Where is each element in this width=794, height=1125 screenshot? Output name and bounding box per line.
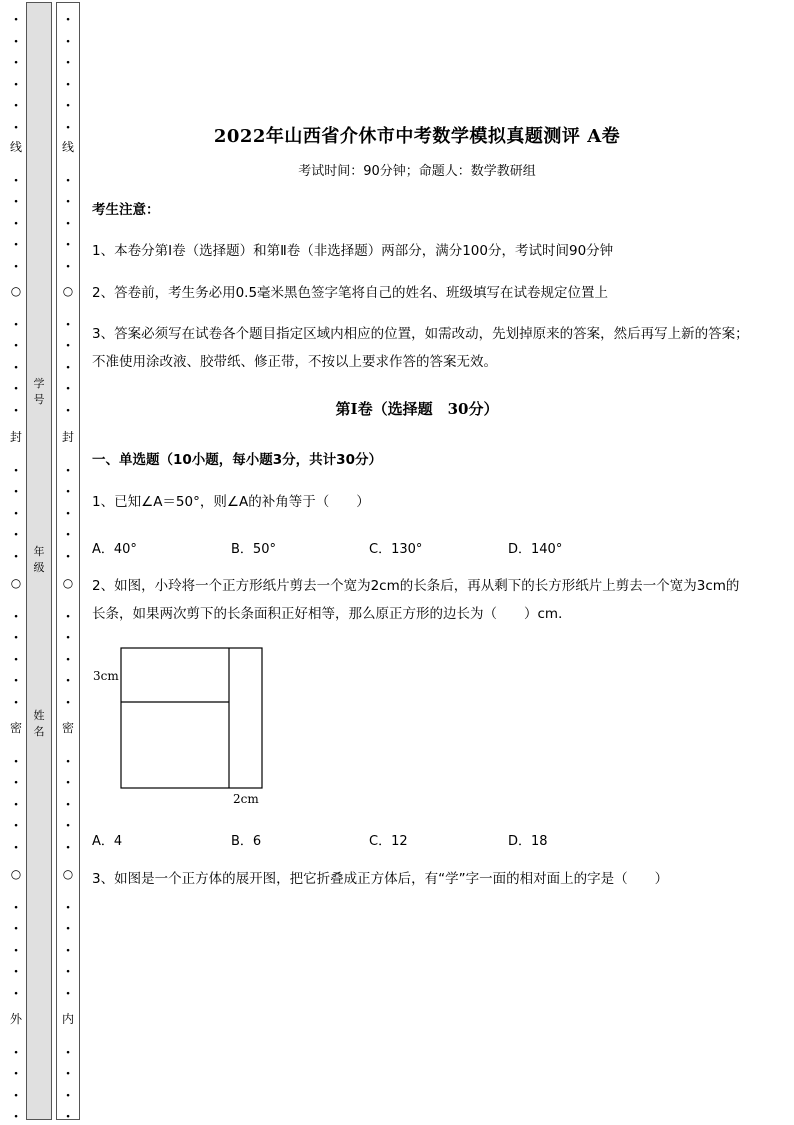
seal-dot: ·: [65, 1109, 71, 1125]
seal-dot: ·: [13, 548, 19, 565]
seal-dot: ·: [65, 964, 71, 980]
seal-dot: ·: [13, 215, 19, 232]
seal-dot: ·: [13, 964, 19, 980]
seal-line-char: ○: [10, 284, 22, 298]
seal-dot: ·: [65, 215, 71, 232]
seal-dot: ·: [65, 55, 71, 71]
seal-dot: ·: [13, 76, 19, 93]
seal-line-char: ○: [62, 576, 74, 590]
seal-dot: ·: [13, 1066, 19, 1082]
seal-dot: ·: [65, 921, 71, 937]
seal-dot: ·: [65, 505, 71, 522]
seal-dot: ·: [65, 338, 71, 354]
seal-dot: ·: [65, 381, 71, 397]
seal-dot: ·: [65, 402, 71, 419]
question-1: 1、已知∠A＝50°，则∠A的补角等于（ ）: [92, 494, 370, 510]
seal-dot: ·: [65, 484, 71, 500]
section-title: 第I卷（选择题 30分）: [335, 400, 499, 418]
seal-dot: ·: [65, 316, 71, 333]
seal-dot: ·: [13, 985, 19, 1002]
square-cut-figure: [92, 640, 282, 810]
part-heading: 一、单选题（10小题，每小题3分，共计30分）: [92, 452, 382, 468]
seal-line-char: ○: [62, 284, 74, 298]
seal-dot: ·: [65, 796, 71, 813]
seal-dot: ·: [13, 33, 19, 50]
seal-dot: ·: [13, 258, 19, 275]
option-b[interactable]: B．50°: [231, 542, 276, 557]
seal-dot: ·: [13, 237, 19, 253]
seal-dot: ·: [13, 899, 19, 916]
seal-dot: ·: [13, 673, 19, 689]
seal-dot: ·: [13, 839, 19, 856]
question-3: 3、如图是一个正方体的展开图，把它折叠成正方体后，有“学”字一面的相对面上的字是（ ）: [92, 871, 669, 887]
seal-dot: ·: [13, 818, 19, 834]
seal-dot: ·: [65, 172, 71, 189]
seal-dot: ·: [65, 818, 71, 834]
seal-dot: ·: [65, 12, 71, 28]
seal-dot: ·: [65, 694, 71, 711]
seal-dot: ·: [13, 359, 19, 376]
seal-dot: ·: [65, 33, 71, 50]
seal-dot: ·: [65, 630, 71, 646]
seal-dot: ·: [65, 899, 71, 916]
seal-line-char: 封: [61, 430, 74, 444]
seal-line-char: 线: [9, 140, 22, 154]
seal-dot: ·: [65, 1066, 71, 1082]
option-b[interactable]: B．6: [231, 834, 262, 849]
grade-label: 年级: [33, 545, 45, 574]
seal-dot: ·: [13, 921, 19, 937]
seal-line-char: 封: [9, 430, 22, 444]
seal-dot: ·: [13, 942, 19, 959]
seal-line-char: 密: [9, 721, 22, 735]
seal-dot: ·: [13, 462, 19, 479]
seal-dot: ·: [13, 172, 19, 189]
seal-dot: ·: [13, 55, 19, 71]
seal-dot: ·: [65, 548, 71, 565]
seal-dot: ·: [65, 98, 71, 114]
seal-dot: ·: [13, 1087, 19, 1104]
seal-dot: ·: [13, 1109, 19, 1125]
seal-dot: ·: [13, 12, 19, 28]
option-d[interactable]: D．140°: [508, 542, 563, 557]
seal-dot: ·: [13, 1044, 19, 1061]
exam-title: 2022年山西省介休市中考数学模拟真题测评 A卷: [213, 126, 621, 147]
seal-dot: ·: [13, 630, 19, 646]
seal-line-char: ○: [62, 867, 74, 881]
seal-dot: ·: [65, 462, 71, 479]
seal-dot: ·: [13, 694, 19, 711]
seal-dot: ·: [65, 753, 71, 770]
seal-dot: ·: [65, 1087, 71, 1104]
exam-subtitle: 考试时间：90分钟；命题人：数学教研组: [298, 164, 536, 179]
option-d[interactable]: D．18: [508, 834, 548, 849]
seal-dot: ·: [13, 98, 19, 114]
seal-line-char: 内: [61, 1012, 74, 1026]
name-label: 姓名: [33, 709, 45, 738]
seal-dot: ·: [13, 402, 19, 419]
notice-item-3: 3、答案必须写在试卷各个题目指定区域内相应的位置，如需改动，先划掉原来的答案，然后再写上新的答案；不准使用涂改液、胶带纸、修正带，不按以上要求作答的答案无效。: [92, 326, 749, 370]
seal-dot: ·: [65, 651, 71, 668]
seal-dot: ·: [13, 608, 19, 625]
seal-line-char: ○: [10, 576, 22, 590]
seal-dot: ·: [65, 608, 71, 625]
seal-dot: ·: [65, 839, 71, 856]
seal-dot: ·: [13, 775, 19, 791]
outer-seal-line: [9, 0, 23, 1123]
question-2: 2、如图，小玲将一个正方形纸片剪去一个宽为2cm的长条后，再从剩下的长方形纸片上剪去一个宽为3cm的长条，如果两次剪下的长条面积正好相等，那么原正方形的边长为（ ）cm．: [92, 578, 740, 622]
seal-dot: ·: [65, 985, 71, 1002]
student-id-label: 学号: [33, 377, 45, 406]
seal-dot: ·: [13, 796, 19, 813]
notice-item-2: 2、答卷前，考生务必用0.5毫米黑色签字笔将自己的姓名、班级填写在试卷规定位置上: [92, 285, 609, 301]
seal-dot: ·: [13, 484, 19, 500]
seal-dot: ·: [13, 338, 19, 354]
seal-dot: ·: [13, 505, 19, 522]
seal-dot: ·: [65, 775, 71, 791]
option-c[interactable]: C．130°: [369, 542, 423, 557]
square-diagram: [92, 640, 282, 810]
seal-line-char: ○: [10, 867, 22, 881]
notice-heading: 考生注意：: [92, 202, 160, 218]
seal-dot: ·: [13, 651, 19, 668]
option-c[interactable]: C．12: [369, 834, 408, 849]
seal-dot: ·: [65, 673, 71, 689]
seal-line-char: 外: [9, 1012, 22, 1026]
seal-dot: ·: [65, 258, 71, 275]
seal-dot: ·: [65, 237, 71, 253]
seal-dot: ·: [65, 942, 71, 959]
seal-dot: ·: [13, 527, 19, 543]
seal-line-char: 密: [61, 721, 74, 735]
seal-dot: ·: [65, 119, 71, 136]
label-2cm: 2cm: [233, 792, 259, 806]
seal-dot: ·: [13, 316, 19, 333]
label-3cm: 3cm: [93, 669, 119, 683]
seal-dot: ·: [13, 381, 19, 397]
seal-dot: ·: [13, 194, 19, 210]
option-a[interactable]: A．4: [92, 834, 123, 849]
seal-line-char: 线: [61, 140, 74, 154]
seal-dot: ·: [65, 1044, 71, 1061]
seal-dot: ·: [13, 119, 19, 136]
binding-margin: [0, 0, 90, 1123]
option-a[interactable]: A．40°: [92, 542, 137, 557]
inner-seal-line: [61, 0, 75, 1123]
seal-dot: ·: [13, 753, 19, 770]
seal-dot: ·: [65, 527, 71, 543]
seal-dot: ·: [65, 76, 71, 93]
seal-dot: ·: [65, 359, 71, 376]
seal-dot: ·: [65, 194, 71, 210]
notice-item-1: 1、本卷分第I卷（选择题）和第Ⅱ卷（非选择题）两部分，满分100分，考试时间90分钟: [92, 243, 614, 259]
